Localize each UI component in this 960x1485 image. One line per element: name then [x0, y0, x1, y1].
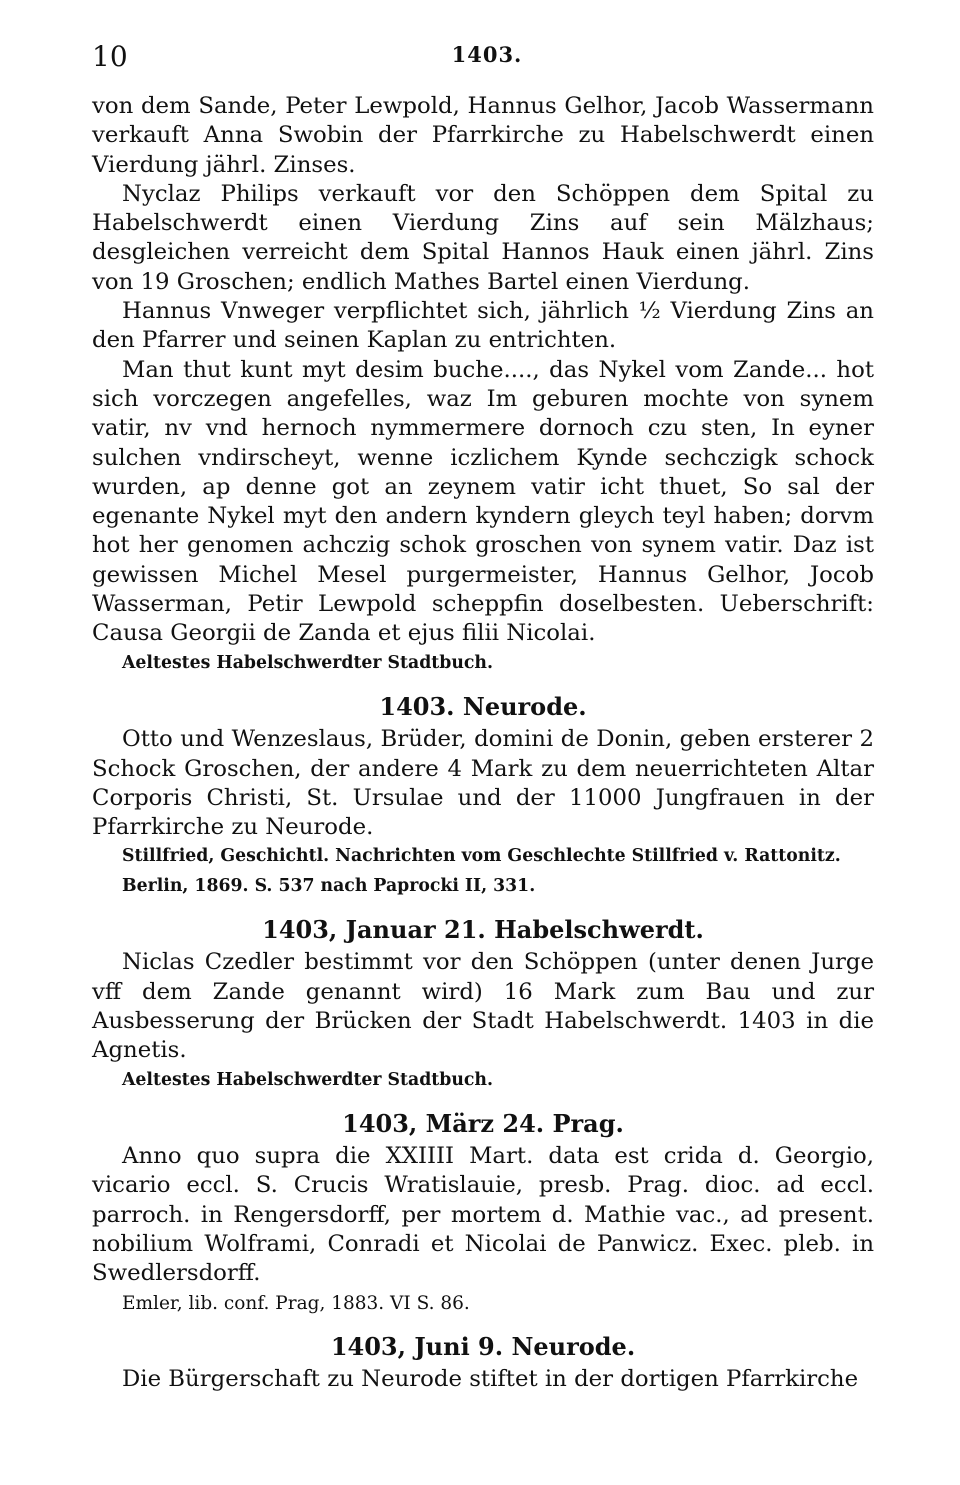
page-header — [92, 40, 882, 76]
source-citation: Aeltestes Habelschwerdter Stadtbuch. — [122, 652, 494, 673]
running-head: 1403. — [451, 42, 523, 67]
paragraph: Die Bürgerschaft zu Neurode stiftet in der dortigen Pfarrkirche — [122, 1366, 859, 1393]
entry-heading: 1403. Neurode. — [379, 691, 587, 721]
source-citation: Emler, lib. conf. Prag, 1883. VI S. 86. — [122, 1292, 470, 1314]
entry-heading: 1403, Juni 9. Neurode. — [330, 1331, 636, 1361]
paragraph: Niclas Czedler bestimmt vor den Schöppen (unter denen Jurge vff dem Zande genannt wird) 16 Mark zum Bau und zur Ausbesserung der Brücken der Stadt Habelschwerdt. 1403 in die Agnetis. — [92, 949, 874, 1064]
paragraph: von dem Sande, Peter Lewpold, Hannus Gelhor, Jacob Wassermann verkauft Anna Swobin der Pfarrkirche zu Habelschwerdt einen Vierdung jährl. Zinses. — [92, 93, 874, 178]
paragraph: Hannus Vnweger verpflichtet sich, jährlich ½ Vierdung Zins an den Pfarrer und seinen Kaplan zu entrichten. — [92, 298, 874, 354]
paragraph: Anno quo supra die XXIIII Mart. data est crida d. Georgio, vicario eccl. S. Crucis Wratislauie, presb. Prag. dioc. ad eccl. parroch. in Rengersdorff, per mortem d. Mathie vac., ad present. nobilium Wolframi, Conradi et Nicolai de Panwicz. Exec. pleb. in Swedlersdorff. — [92, 1143, 874, 1287]
entry-heading: 1403, März 24. Prag. — [342, 1108, 624, 1138]
paragraph: Otto und Wenzeslaus, Brüder, domini de Donin, geben ersterer 2 Schock Groschen, der andere 4 Mark zu dem neuerrichteten Altar Corporis Christi, St. Ursulae und der 11000 Jungfrauen in der Pfarrkirche zu Neurode. — [92, 726, 874, 841]
source-citation: Aeltestes Habelschwerdter Stadtbuch. — [122, 1069, 494, 1090]
paragraph: Man thut kunt myt desim buche...., das Nykel vom Zande... hot sich vorczegen angefelles, waz Im geburen mochte von synem vatir, nv vnd hernoch nymmermere dornoch czu sten, In eyner sulchen vndirscheyt, wenne iczlichem Kynde sechczigk schock wurden, ap denne got an zeynem vatir icht thuet, So sal der egenante Nykel myt den andern kyndern gleych teyl haben; dorvm hot her genomen achczig schok groschen von synem vatir. Daz ist gewissen Michel Mesel purgermeister, Hannus Gelhor, Jocob Wasserman, Petir Lewpold scheppfin doselbesten. Ueberschrift: Causa Georgii de Zanda et ejus filii Nicolai. — [92, 356, 874, 647]
page-body — [92, 92, 874, 1394]
source-citation: Stillfried, Geschichtl. Nachrichten vom Geschlechte Stillfried v. Rattonitz. Berlin, 1869. S. 537 nach Paprocki II, 331. — [122, 846, 841, 896]
page-number: 10 — [92, 40, 128, 73]
paragraph: Nyclaz Philips verkauft vor den Schöppen dem Spital zu Habelschwerdt einen Vierdung Zins auf sein Mälzhaus; desgleichen verreicht dem Spital Hannos Hauk einen jährl. Zins von 19 Groschen; endlich Mathes Bartel einen Vierdung. — [92, 180, 874, 295]
entry-heading: 1403, Januar 21. Habelschwerdt. — [262, 915, 704, 945]
